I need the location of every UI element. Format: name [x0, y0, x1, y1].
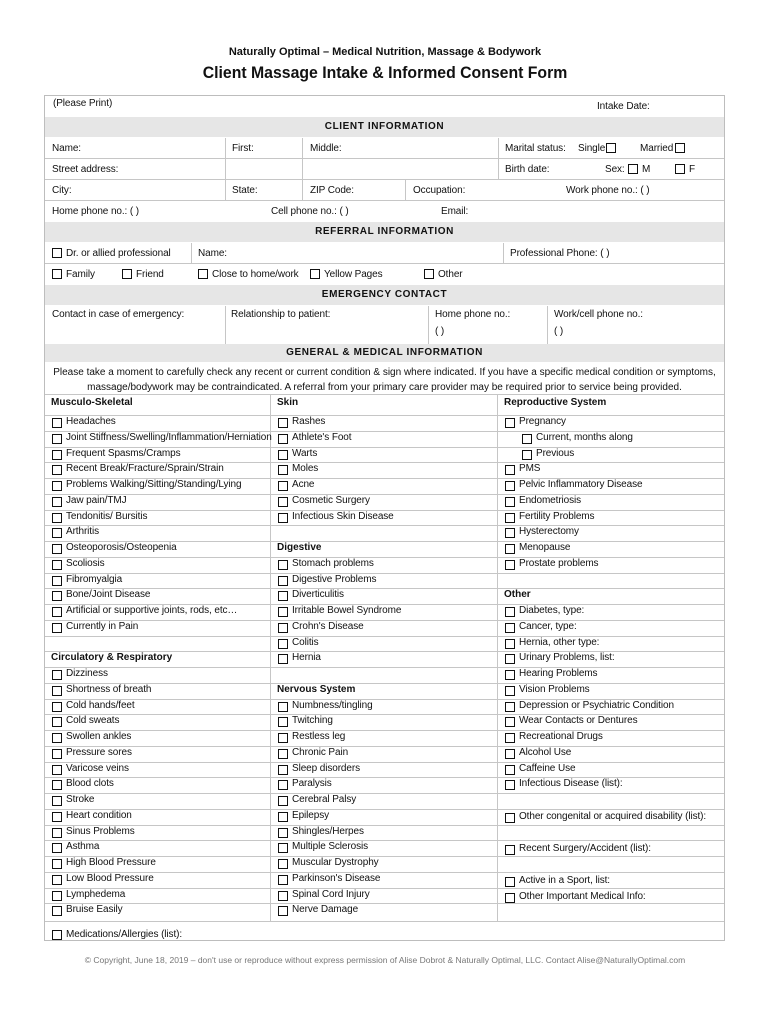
skin-item: Warts — [292, 447, 318, 459]
divider — [45, 200, 724, 201]
family-label: Family — [66, 269, 95, 280]
nervous-item-checkbox[interactable] — [278, 843, 288, 853]
skin-item-checkbox[interactable] — [278, 481, 288, 491]
other-referral-label: Other — [438, 269, 463, 280]
emergency-work-phone-paren: ( ) — [554, 326, 564, 337]
circulatory-item: Heart condition — [66, 809, 132, 821]
reproductive-item: PMS — [519, 463, 541, 475]
reproductive-item: Prostate problems — [519, 557, 599, 569]
zip-code-field[interactable]: ZIP Code: — [310, 185, 354, 196]
other-item: Infectious Disease (list): — [519, 778, 623, 790]
skin-item-checkbox[interactable] — [278, 513, 288, 523]
form-title: Client Massage Intake & Informed Consent Form — [202, 63, 568, 82]
musculo-item: Tendonitis/ Bursitis — [66, 510, 148, 522]
circulatory-item-checkbox[interactable] — [52, 670, 62, 680]
skin-title: Skin — [277, 397, 299, 408]
other-item-checkbox[interactable] — [505, 780, 515, 790]
home-phone-field[interactable]: Home phone no.: ( ) — [52, 206, 140, 217]
circulatory-item-checkbox[interactable] — [52, 765, 62, 775]
skin-item-checkbox[interactable] — [278, 465, 288, 475]
friend-label: Friend — [136, 269, 164, 280]
digestive-title: Digestive — [277, 542, 322, 553]
referral-info-heading: REFERRAL INFORMATION — [45, 222, 724, 242]
nervous-item-checkbox[interactable] — [278, 702, 288, 712]
divider — [225, 306, 226, 344]
skin-item: Rashes — [292, 416, 326, 427]
occupation-field[interactable]: Occupation: — [413, 185, 466, 196]
medical-info-heading: GENERAL & MEDICAL INFORMATION — [45, 344, 724, 362]
other-medical-info-item-checkbox[interactable] — [505, 893, 515, 903]
divider — [225, 138, 226, 179]
circulatory-item-checkbox[interactable] — [52, 828, 62, 838]
digestive-item: Colitis — [292, 636, 319, 648]
musculo-item-checkbox[interactable] — [52, 623, 62, 633]
divider — [45, 179, 724, 180]
circulatory-item: Shortness of breath — [66, 683, 152, 695]
other-item: Depression or Psychiatric Condition — [519, 699, 674, 711]
digestive-item: Hernia — [292, 652, 321, 664]
divider — [45, 263, 724, 264]
reproductive-item: Fertility Problems — [519, 510, 595, 522]
medications-label: Medications/Allergies (list): — [66, 929, 183, 940]
other-item-checkbox[interactable] — [505, 607, 515, 617]
divider — [547, 306, 548, 344]
congenital-disability-item-checkbox[interactable] — [505, 813, 515, 823]
row-rule — [45, 525, 724, 526]
other-item-checkbox[interactable] — [505, 623, 515, 633]
professional-phone-field[interactable]: Professional Phone: ( ) — [510, 248, 610, 259]
circulatory-item: Cold hands/feet — [66, 699, 135, 711]
medical-intro-line-1: Please take a moment to carefully check any recent or current condition & sign where indicated. If you have a specific medical condition or symptoms, — [53, 367, 716, 378]
musculo-item-checkbox[interactable] — [52, 591, 62, 601]
other-medical-info-item: Other Important Medical Info: — [519, 891, 646, 902]
divider — [503, 243, 504, 263]
pregnancy-current-item: Current, months along — [536, 431, 633, 443]
circulatory-item: Pressure sores — [66, 746, 132, 758]
nervous-item-checkbox[interactable] — [278, 733, 288, 743]
musculo-item: Frequent Spasms/Cramps — [66, 447, 181, 459]
recent-surgery-item: Recent Surgery/Accident (list): — [519, 843, 651, 854]
circulatory-item-checkbox[interactable] — [52, 780, 62, 790]
pregnancy-previous-item: Previous — [536, 447, 575, 459]
close-to-home-checkbox[interactable] — [198, 269, 208, 279]
digestive-item: Stomach problems — [292, 557, 374, 569]
cell-phone-field[interactable]: Cell phone no.: ( ) — [271, 206, 349, 217]
musculo-item-checkbox[interactable] — [52, 465, 62, 475]
skin-item: Moles — [292, 463, 319, 475]
nervous-item: Restless leg — [292, 731, 346, 742]
recent-surgery-item-checkbox[interactable] — [505, 845, 515, 855]
sex-m-checkbox[interactable] — [628, 164, 638, 174]
reproductive-item-checkbox[interactable] — [505, 528, 515, 538]
row-rule — [45, 415, 724, 416]
musculo-item-checkbox[interactable] — [52, 544, 62, 554]
doctor-referral-checkbox[interactable] — [52, 248, 62, 258]
row-rule — [45, 494, 724, 495]
musculo-item: Problems Walking/Sitting/Standing/Lying — [66, 479, 242, 490]
divider — [302, 138, 303, 200]
first-name-field[interactable]: First: — [232, 143, 254, 154]
circulatory-item-checkbox[interactable] — [52, 717, 62, 727]
musculo-item-checkbox[interactable] — [52, 576, 62, 586]
musculo-item: Scoliosis — [66, 557, 105, 569]
nervous-item-checkbox[interactable] — [278, 717, 288, 727]
digestive-item: Crohn's Disease — [292, 620, 364, 632]
other-referral-checkbox[interactable] — [424, 269, 434, 279]
musculo-item: Joint Stiffness/Swelling/Inflammation/Herniation — [66, 431, 272, 443]
skin-item: Athlete's Foot — [292, 431, 352, 443]
pregnancy-current-item-checkbox[interactable] — [522, 434, 532, 444]
musculo-item-checkbox[interactable] — [52, 560, 62, 570]
emergency-contact-field[interactable]: Contact in case of emergency: — [52, 309, 185, 320]
emergency-home-phone-paren: ( ) — [435, 326, 445, 337]
row-rule — [45, 840, 724, 841]
reproductive-item-checkbox[interactable] — [505, 560, 515, 570]
row-rule — [45, 903, 724, 904]
nervous-item: Twitching — [292, 715, 333, 727]
musculo-item: Recent Break/Fracture/Sprain/Strain — [66, 463, 224, 475]
other-item: Hernia, other type: — [519, 636, 600, 648]
doctor-referral-label: Dr. or allied professional — [66, 248, 171, 259]
sex-label: Sex: — [605, 164, 625, 175]
other-item: Caffeine Use — [519, 762, 576, 774]
other-item: Urinary Problems, list: — [519, 652, 615, 664]
reproductive-item-checkbox[interactable] — [505, 513, 515, 523]
digestive-item: Irritable Bowel Syndrome — [292, 605, 402, 616]
nervous-item: Numbness/tingling — [292, 699, 373, 711]
musculo-item: Currently in Pain — [66, 620, 139, 632]
other-item: Alcohol Use — [519, 746, 572, 758]
digestive-item-checkbox[interactable] — [278, 654, 288, 664]
reproductive-item-checkbox[interactable] — [505, 465, 515, 475]
circulatory-item: Low Blood Pressure — [66, 872, 154, 884]
digestive-item: Digestive Problems — [292, 573, 377, 585]
circulatory-item-checkbox[interactable] — [52, 702, 62, 712]
nervous-item-checkbox[interactable] — [278, 780, 288, 790]
reproductive-item-checkbox[interactable] — [505, 544, 515, 554]
row-rule — [45, 620, 724, 621]
nervous-item-checkbox[interactable] — [278, 875, 288, 885]
intake-date-field[interactable]: Intake Date: — [597, 101, 650, 112]
nervous-item-checkbox[interactable] — [278, 891, 288, 901]
other-item: Wear Contacts or Dentures — [519, 715, 638, 727]
single-checkbox[interactable] — [606, 143, 616, 153]
other-item: Vision Problems — [519, 683, 590, 695]
divider — [45, 394, 724, 395]
skin-item: Cosmetic Surgery — [292, 494, 370, 506]
nervous-item: Muscular Dystrophy — [292, 857, 379, 868]
row-rule — [45, 746, 724, 747]
digestive-item: Diverticulitis — [292, 589, 344, 601]
circulatory-item-checkbox[interactable] — [52, 812, 62, 822]
other-item-checkbox[interactable] — [505, 639, 515, 649]
musculo-skeletal-title: Musculo-Skeletal — [51, 397, 133, 408]
middle-name-field[interactable]: Middle: — [310, 143, 342, 154]
reproductive-title: Reproductive System — [504, 397, 607, 408]
nervous-item: Epilepsy — [292, 809, 329, 821]
nervous-item-checkbox[interactable] — [278, 765, 288, 775]
skin-item-checkbox[interactable] — [278, 450, 288, 460]
row-rule — [45, 793, 724, 794]
divider — [45, 158, 724, 159]
medications-checkbox[interactable] — [52, 930, 62, 940]
sex-m-label: M — [642, 164, 651, 175]
relationship-field[interactable]: Relationship to patient: — [231, 309, 331, 320]
row-rule — [45, 730, 724, 731]
circulatory-item: Swollen ankles — [66, 731, 132, 742]
row-rule — [45, 809, 724, 810]
row-rule — [45, 888, 724, 889]
nervous-item-checkbox[interactable] — [278, 828, 288, 838]
birth-date-field[interactable]: Birth date: — [505, 164, 550, 175]
circulatory-item: Varicose veins — [66, 762, 129, 774]
name-field[interactable]: Name: — [52, 143, 81, 154]
musculo-item-checkbox[interactable] — [52, 513, 62, 523]
city-field[interactable]: City: — [52, 185, 72, 196]
divider — [191, 243, 192, 263]
nervous-item-checkbox[interactable] — [278, 859, 288, 869]
state-field[interactable]: State: — [232, 185, 258, 196]
musculo-item-checkbox[interactable] — [52, 497, 62, 507]
nervous-item-checkbox[interactable] — [278, 796, 288, 806]
other-item: Recreational Drugs — [519, 731, 603, 742]
other-item-checkbox[interactable] — [505, 733, 515, 743]
nervous-item-checkbox[interactable] — [278, 749, 288, 759]
emergency-work-phone-field[interactable]: Work/cell phone no.: — [554, 309, 643, 320]
circulatory-item: Sinus Problems — [66, 825, 135, 837]
circulatory-item-checkbox[interactable] — [52, 796, 62, 806]
circulatory-item: Bruise Easily — [66, 904, 123, 916]
musculo-item: Bone/Joint Disease — [66, 589, 151, 601]
row-rule — [45, 557, 724, 558]
nervous-item: Nerve Damage — [292, 904, 359, 916]
congenital-disability-item: Other congenital or acquired disability (list): — [519, 811, 707, 822]
digestive-item-checkbox[interactable] — [278, 591, 288, 601]
circulatory-item-checkbox[interactable] — [52, 733, 62, 743]
other-item-checkbox[interactable] — [505, 670, 515, 680]
divider — [498, 138, 499, 179]
digestive-item-checkbox[interactable] — [278, 623, 288, 633]
referral-name-field[interactable]: Name: — [198, 248, 227, 259]
other-title: Other — [504, 589, 531, 601]
row-rule — [45, 762, 724, 763]
client-info-heading: CLIENT INFORMATION — [45, 117, 724, 137]
circulatory-item-checkbox[interactable] — [52, 906, 62, 916]
column-divider — [270, 395, 271, 921]
skin-item: Acne — [292, 479, 315, 490]
sex-f-label: F — [689, 164, 696, 175]
nervous-item: Paralysis — [292, 778, 332, 790]
musculo-item-checkbox[interactable] — [52, 607, 62, 617]
circulatory-item: Dizziness — [66, 668, 108, 679]
other-item-checkbox[interactable] — [505, 686, 515, 696]
circulatory-item-checkbox[interactable] — [52, 843, 62, 853]
musculo-item-checkbox[interactable] — [52, 418, 62, 428]
skin-item-checkbox[interactable] — [278, 418, 288, 428]
nervous-item: Multiple Sclerosis — [292, 841, 369, 853]
active-sport-item-checkbox[interactable] — [505, 877, 515, 887]
musculo-item-checkbox[interactable] — [52, 450, 62, 460]
marital-status-label: Marital status: — [505, 143, 566, 154]
reproductive-item: Hysterectomy — [519, 526, 579, 538]
street-address-field[interactable]: Street address: — [52, 164, 119, 175]
other-item-checkbox[interactable] — [505, 702, 515, 712]
circulatory-item: Cold sweats — [66, 715, 120, 727]
circulatory-item: Blood clots — [66, 778, 114, 790]
circulatory-item-checkbox[interactable] — [52, 891, 62, 901]
musculo-item: Arthritis — [66, 526, 99, 538]
other-item: Cancer, type: — [519, 620, 577, 632]
reproductive-item: Endometriosis — [519, 494, 582, 506]
other-item: Hearing Problems — [519, 668, 598, 679]
other-item-checkbox[interactable] — [505, 717, 515, 727]
yellow-pages-label: Yellow Pages — [324, 269, 383, 280]
reproductive-item-checkbox[interactable] — [505, 481, 515, 491]
close-to-home-label: Close to home/work — [212, 269, 299, 280]
circulatory-title: Circulatory & Respiratory — [51, 652, 173, 664]
nervous-item: Shingles/Herpes — [292, 825, 364, 837]
single-label: Single — [578, 143, 606, 154]
musculo-item: Jaw pain/TMJ — [66, 494, 127, 506]
other-item-checkbox[interactable] — [505, 654, 515, 664]
digestive-item-checkbox[interactable] — [278, 607, 288, 617]
circulatory-item-checkbox[interactable] — [52, 859, 62, 869]
sex-f-checkbox[interactable] — [675, 164, 685, 174]
divider — [225, 180, 226, 200]
circulatory-item: High Blood Pressure — [66, 857, 156, 868]
please-print-note: (Please Print) — [53, 98, 113, 109]
musculo-item-checkbox[interactable] — [52, 434, 62, 444]
divider — [45, 921, 724, 922]
skin-item-checkbox[interactable] — [278, 497, 288, 507]
other-item-checkbox[interactable] — [505, 749, 515, 759]
row-rule — [45, 667, 724, 668]
nervous-item: Parkinson's Disease — [292, 872, 381, 884]
musculo-item-checkbox[interactable] — [52, 528, 62, 538]
skin-item-checkbox[interactable] — [278, 434, 288, 444]
yellow-pages-checkbox[interactable] — [310, 269, 320, 279]
digestive-item-checkbox[interactable] — [278, 560, 288, 570]
pregnancy-item: Pregnancy — [519, 416, 566, 427]
digestive-item-checkbox[interactable] — [278, 639, 288, 649]
pregnancy-previous-item-checkbox[interactable] — [522, 450, 532, 460]
skin-item: Infectious Skin Disease — [292, 510, 394, 522]
nervous-item: Cerebral Palsy — [292, 794, 357, 805]
other-item-checkbox[interactable] — [505, 765, 515, 775]
circulatory-item: Lymphedema — [66, 888, 126, 900]
circulatory-item: Stroke — [66, 794, 95, 805]
married-label: Married — [640, 143, 674, 154]
divider — [428, 306, 429, 344]
row-rule — [45, 636, 724, 637]
column-divider — [497, 395, 498, 921]
friend-checkbox[interactable] — [122, 269, 132, 279]
copyright-footer: © Copyright, June 18, 2019 – don't use or reproduce without express permission of Alise Dobrot & Naturally Optimal, LLC. Contact Alise@NaturallyOptimal.com — [84, 955, 686, 965]
musculo-item: Headaches — [66, 416, 116, 427]
pregnancy-item-checkbox[interactable] — [505, 418, 515, 428]
active-sport-item: Active in a Sport, list: — [519, 875, 610, 886]
emergency-contact-heading: EMERGENCY CONTACT — [45, 285, 724, 305]
email-field[interactable]: Email: — [441, 206, 469, 217]
musculo-item-checkbox[interactable] — [52, 481, 62, 491]
medical-intro — [45, 365, 724, 395]
row-rule — [45, 825, 724, 826]
divider — [405, 180, 406, 200]
reproductive-item: Pelvic Inflammatory Disease — [519, 479, 643, 490]
digestive-item-checkbox[interactable] — [278, 576, 288, 586]
other-item: Diabetes, type: — [519, 605, 585, 616]
medical-intro-line-2: massage/bodywork may be contraindicated. A referral from your primary care provider may be required prior to service being provided. — [87, 382, 682, 393]
emergency-home-phone-field[interactable]: Home phone no.: — [435, 309, 511, 320]
musculo-item: Fibromyalgia — [66, 573, 123, 585]
musculo-item: Osteoporosis/Osteopenia — [66, 542, 177, 553]
circulatory-item-checkbox[interactable] — [52, 875, 62, 885]
circulatory-item: Asthma — [66, 841, 100, 853]
reproductive-item: Menopause — [519, 542, 571, 553]
musculo-item: Artificial or supportive joints, rods, etc… — [66, 605, 238, 616]
row-rule — [45, 573, 724, 574]
nervous-item: Spinal Cord Injury — [292, 888, 370, 900]
work-phone-field[interactable]: Work phone no.: ( ) — [566, 185, 650, 196]
nervous-item: Sleep disorders — [292, 762, 360, 774]
circulatory-item-checkbox[interactable] — [52, 749, 62, 759]
organization-header: Naturally Optimal – Medical Nutrition, Massage & Bodywork — [228, 46, 542, 58]
nervous-item: Chronic Pain — [292, 746, 349, 758]
circulatory-item-checkbox[interactable] — [52, 686, 62, 696]
nervous-item-checkbox[interactable] — [278, 906, 288, 916]
nervous-title: Nervous System — [277, 683, 356, 695]
family-checkbox[interactable] — [52, 269, 62, 279]
reproductive-item-checkbox[interactable] — [505, 497, 515, 507]
married-checkbox[interactable] — [675, 143, 685, 153]
nervous-item-checkbox[interactable] — [278, 812, 288, 822]
